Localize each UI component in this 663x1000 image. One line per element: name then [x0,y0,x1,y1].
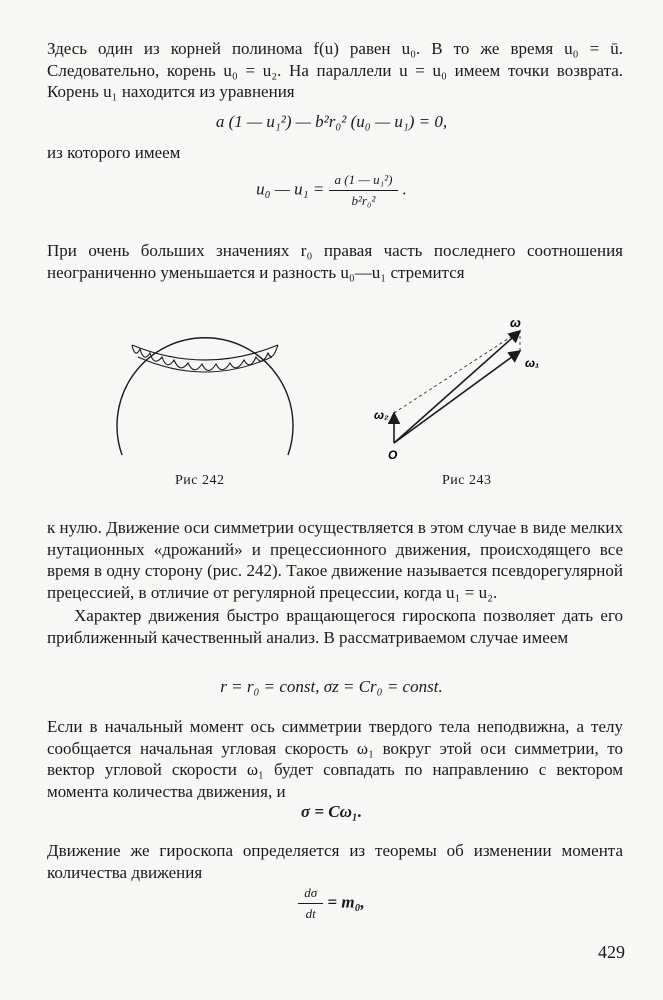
fig243-label-omega2: ω₂ [374,408,389,422]
page-number: 429 [598,942,625,962]
figure-243 [370,315,550,465]
paragraph-2: из которого имеем [47,143,181,162]
equation-5 [0,885,663,922]
equation-2-numerator: a (1 — u₁²) [329,172,399,191]
paragraph-5: Характер движения быстро вращающегося гироскопа позволяет дать его приближенный качественный анализ. В рассматриваемом случае имеем [47,606,623,647]
fig243-parallelogram-top [394,331,520,413]
paragraph-6: Если в начальный момент ось симметрии твердого тела неподвижна, а телу сообщается начальная угловая скорость ω₁ вокруг этой оси симметрии, то вектор угловой скорости ω₁ будет совпадать по направлению с вектором момента количества движения, и [47,717,623,801]
equation-5-fraction [298,885,323,922]
fig242-nutation-curve [132,345,278,371]
equation-5-denominator: dt [305,906,316,921]
figure-242 [110,305,300,465]
equation-5-numerator: dσ [298,885,323,904]
equation-3: r = r₀ = const, σz = Cr₀ = const. [220,677,443,696]
fig243-label-omega1: ω₁ [525,356,540,370]
fig243-label-omega: ω [510,315,521,330]
paragraph-1: Здесь один из корней полинома f(u) равен u₀. В то же время u₀ = ū. Следовательно, корень u₀ = u₂. На параллели u = u₀ имеем точки возврата. Корень u₁ находится из уравнения [47,39,623,101]
equation-2: u₀ — u₁ = $\frac{\text{a (1 — u₁²)}}{\text{b²r₀²}}$ . [256,172,407,208]
fig242-parallel-lower [138,357,272,372]
fig243-omega1-vector [394,351,520,443]
paragraph-7: Движение же гироскопа определяется из теоремы об изменении момента количества движения [47,841,623,882]
fig242-caption: Рис 242 [175,473,225,488]
paragraph-3: При очень больших значениях r₀ правая часть последнего соотношения неограниченно уменьшается и разность u₀—u₁ стремится [47,241,623,282]
equation-1: a (1 — u₁²) — b²r₀² (u₀ — u₁) = 0, [215,112,448,131]
fig243-omega-vector [394,331,520,443]
fig243-label-origin: O [388,448,398,462]
fig243-caption: Рис 243 [442,473,492,488]
equation-2-denominator: b²r₀² [351,193,376,208]
paragraph-4: к нулю. Движение оси симметрии осуществляется в этом случае в виде мелких нутационных «дрожаний» и прецессионного движения, происходящего все время в одну сторону (рис. 242). Такое движение называется псевдорегулярной прецессией, в отличие от регулярной прецессии, когда u₁ = u₂. [47,518,623,602]
equation-2-fraction [329,172,399,209]
equation-4: σ = Cω₁. [300,802,363,821]
equation-5-rhs: = m₀, [327,892,365,912]
equation-2-lhs: u₀ — u₁ = [256,179,325,199]
